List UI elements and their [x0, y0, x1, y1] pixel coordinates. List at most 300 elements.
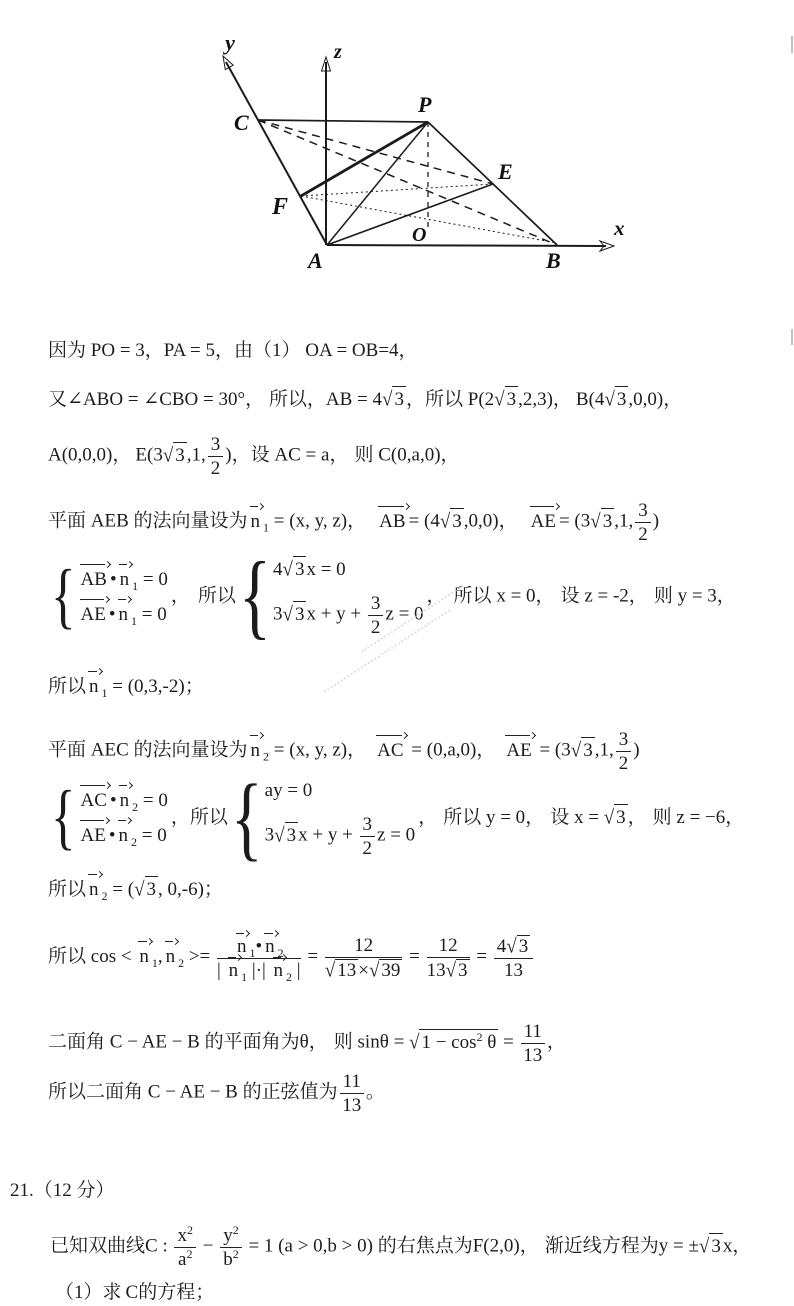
math-mtext: a — [411, 444, 420, 466]
math-mtext: b — [327, 1235, 337, 1257]
math-it — [135, 445, 147, 466]
math-it — [305, 340, 331, 361]
math-vec — [530, 509, 557, 535]
math-mtext: z — [676, 807, 685, 829]
math-mtext: n — [265, 935, 275, 957]
radical-sign: √ — [603, 806, 615, 829]
radical-sign: √ — [604, 388, 615, 411]
math-mtext: x — [295, 739, 306, 761]
math-it — [187, 1032, 200, 1053]
math-it — [328, 825, 338, 846]
math-mtext: 13 — [503, 960, 523, 982]
math-cn — [48, 1082, 148, 1103]
math-mtext: = 1 ( — [243, 1235, 285, 1257]
math-mtext: 平面 — [48, 739, 91, 761]
math-mtext: = — [583, 807, 604, 829]
math-mtext: 2 — [476, 1029, 483, 1044]
radical-sign: √ — [409, 1030, 420, 1054]
math-mtext: |·| — [247, 959, 271, 981]
math-it — [139, 946, 149, 967]
radical-sign: √ — [368, 959, 380, 982]
math-it — [81, 569, 107, 590]
math-it — [251, 740, 261, 761]
math-mtext: n — [250, 739, 261, 761]
math-den — [220, 1248, 242, 1270]
math-mtext: 2 — [210, 458, 221, 480]
math-mtext: AC — [377, 739, 404, 761]
x-axis — [327, 245, 606, 246]
math-mtext: ,0) — [455, 739, 477, 761]
math-mtext: ， — [231, 444, 251, 466]
math-mtext: x — [573, 807, 584, 829]
math-mtext: AB — [325, 389, 353, 410]
math-vec — [376, 738, 404, 764]
math-mtext: B — [225, 1081, 238, 1103]
math-ssup — [477, 1030, 483, 1044]
math-mtext: = -2 — [592, 585, 629, 607]
math-frac — [368, 592, 384, 639]
math-sqrt — [283, 556, 307, 583]
math-mtext: 2 — [232, 1223, 239, 1237]
math-mtext: + — [345, 603, 366, 625]
math-rad — [615, 386, 629, 413]
solution-line-4 — [48, 499, 659, 546]
math-mtext: 设 — [250, 444, 275, 466]
math-rad — [419, 1029, 498, 1056]
radical-sign: √ — [439, 509, 451, 533]
math-vec — [165, 944, 177, 970]
math-mtext: AC — [274, 444, 301, 466]
math-mtext: ) — [633, 739, 640, 761]
math-mtext: 的右焦点为 — [372, 1235, 473, 1257]
math-rows — [265, 778, 416, 860]
math-mtext: AC — [80, 790, 107, 812]
math-mtext: x — [295, 510, 306, 532]
math-it — [531, 511, 556, 532]
math-sqrt — [369, 959, 402, 981]
math-num — [368, 592, 384, 616]
math-cn — [129, 511, 248, 532]
math-row — [265, 778, 313, 804]
math-mtext: 11 — [523, 1021, 542, 1042]
math-mtext: ， — [308, 1031, 328, 1053]
math-mtext: 21. — [10, 1180, 34, 1201]
math-mtext: AE — [141, 1031, 167, 1053]
math-it — [327, 1236, 337, 1257]
math-mtext: ， — [732, 1235, 752, 1257]
math-den — [494, 959, 533, 981]
math-mtext: 所以 — [48, 676, 87, 697]
math-mtext: 2 — [362, 838, 373, 860]
math-row — [265, 813, 416, 860]
math-it — [447, 740, 455, 761]
math-sqrt — [494, 386, 518, 413]
math-mtext: ， — [329, 444, 349, 466]
math-mtext: 3 — [370, 593, 381, 614]
label-x: x — [614, 216, 625, 240]
math-rad — [145, 876, 159, 903]
label-O: O — [412, 224, 427, 246]
math-mtext: AE — [179, 1081, 205, 1103]
math-it — [120, 569, 130, 590]
math-mtext: ,0,0) — [628, 389, 664, 410]
math-sqrt — [134, 876, 158, 903]
math-mtext: C — [109, 1031, 123, 1053]
math-cn — [129, 740, 248, 761]
math-mtext: = 3 — [115, 340, 145, 361]
math-mtext: = — [331, 340, 352, 361]
math-rad — [709, 1233, 723, 1260]
math-mtext: 则 — [652, 807, 677, 829]
math-mtext: n — [273, 959, 283, 981]
math-num — [220, 1224, 242, 1248]
math-cn — [238, 1082, 338, 1103]
math-it — [298, 825, 308, 846]
math-sqrt — [283, 601, 307, 628]
math-mtext: 设 — [550, 807, 574, 829]
math-mtext: 3 — [264, 824, 275, 846]
math-num — [521, 1020, 545, 1044]
math-it — [223, 1225, 233, 1246]
math-mtext: , — [157, 946, 163, 968]
math-it — [584, 586, 592, 607]
math-mtext: 3 — [452, 510, 462, 532]
math-mtext: = 0 — [315, 559, 346, 580]
math-it — [142, 1032, 167, 1053]
math-it — [379, 511, 405, 532]
math-mtext: 的法向量设为 — [128, 739, 248, 761]
math-vec — [80, 823, 107, 849]
math-den — [208, 457, 224, 479]
math-mtext: 3 — [362, 814, 373, 835]
math-rad — [173, 442, 187, 469]
edge-PF — [301, 122, 428, 196]
math-den — [368, 616, 384, 638]
math-it — [352, 340, 378, 361]
system-brace: { — [238, 543, 271, 649]
math-mtext: PO — [90, 340, 116, 361]
math-it — [159, 389, 198, 410]
problem-21-part-1 — [55, 1280, 214, 1306]
math-mtext: E — [135, 444, 148, 466]
math-mtext: = 0 — [393, 603, 424, 625]
label-z: z — [334, 41, 342, 63]
math-it — [380, 1032, 389, 1053]
math-mtext: ， — [347, 510, 367, 532]
math-mtext: ， — [170, 585, 190, 607]
math-rad — [601, 508, 615, 535]
math-cn — [561, 586, 585, 607]
math-mtext: 的平面角为 — [199, 1031, 300, 1053]
math-mtext: θ — [487, 1031, 497, 1053]
math-it — [180, 1082, 205, 1103]
math-mtext: , — [305, 739, 315, 761]
math-mtext: 3 — [458, 960, 468, 982]
math-mtext: x — [298, 824, 308, 846]
math-mtext: 2 — [638, 524, 648, 546]
math-mtext: OB — [351, 340, 379, 361]
math-mtext: ， — [144, 340, 164, 361]
math-row — [78, 602, 167, 628]
math-vec — [228, 960, 240, 981]
math-mtext: | — [292, 959, 301, 981]
math-mtext: n — [139, 946, 149, 968]
math-mtext: ,1, — [614, 510, 634, 532]
math-mtext: 所以 — [453, 585, 497, 607]
math-it — [300, 1032, 309, 1053]
math-mtext: n — [89, 676, 99, 697]
math-mtext: AE — [80, 825, 106, 847]
math-frac — [340, 1070, 364, 1117]
math-mtext: ； — [203, 879, 223, 900]
math-mtext: 1 — [263, 520, 270, 535]
math-sqrt — [274, 822, 298, 849]
math-mtext: 由（1） — [234, 340, 306, 361]
math-mtext: 所以 — [197, 585, 236, 607]
math-mtext: − — [204, 1081, 226, 1103]
solution-line-12 — [48, 1070, 385, 1117]
math-frac — [521, 1020, 545, 1067]
math-mtext: 4 — [273, 559, 283, 580]
math-sqrt — [506, 935, 530, 957]
math-it — [83, 389, 123, 410]
math-mtext: ， — [546, 1031, 566, 1053]
math-it — [378, 445, 391, 466]
math-cn — [198, 586, 236, 607]
math-cn — [48, 946, 91, 967]
math-cn — [48, 879, 86, 900]
math-mtext: , — [305, 510, 315, 532]
math-it — [119, 825, 129, 846]
math-mtext: 3 — [146, 879, 156, 900]
math-cn — [653, 807, 677, 828]
math-den — [360, 837, 376, 859]
math-it — [81, 790, 107, 811]
math-mtext: = — [471, 946, 492, 968]
math-cn — [48, 1032, 110, 1053]
math-mtext: • — [108, 603, 116, 625]
math-it — [81, 604, 106, 625]
math-mtext: 1 — [132, 578, 139, 593]
solution-line-9 — [48, 876, 223, 903]
math-mtext: CBO — [159, 389, 199, 410]
math-sys — [51, 776, 168, 858]
math-mtext: + — [307, 824, 328, 846]
math-mtext: ， — [245, 389, 265, 410]
system-brace: { — [51, 776, 76, 858]
math-mtext: ,0,0) — [463, 510, 499, 532]
math-it — [315, 740, 323, 761]
math-mtext: = 0 — [137, 825, 167, 847]
math-mtext: ， — [716, 585, 736, 607]
math-cn — [138, 1282, 214, 1303]
math-mtext: + — [337, 824, 358, 846]
math-mtext: 3 — [616, 389, 627, 410]
math-mtext: = — [498, 1031, 519, 1053]
math-mtext: 3 — [210, 434, 221, 455]
math-frac — [427, 934, 470, 982]
math-mtext: , — [322, 739, 333, 761]
math-mtext: b — [223, 1249, 233, 1271]
math-den — [521, 1044, 545, 1066]
radical-sign: √ — [274, 823, 285, 847]
math-mtext: C — [378, 444, 391, 466]
math-it — [296, 740, 306, 761]
math-row — [78, 823, 167, 849]
math-mtext: 则 — [354, 444, 379, 466]
problem-21-header — [10, 1178, 115, 1204]
math-mtext: P — [467, 389, 479, 410]
system-brace: { — [51, 555, 76, 637]
math-mtext: AEB — [90, 510, 129, 532]
math-sqrt — [571, 737, 595, 764]
math-mtext: = 0 — [385, 824, 416, 846]
label-A: A — [308, 248, 323, 273]
math-cn — [654, 586, 678, 607]
math-mtext: x — [177, 1225, 187, 1246]
math-frac — [217, 935, 301, 982]
math-mtext: = 0 — [505, 585, 536, 607]
math-mtext: 2 — [618, 753, 629, 775]
math-ssup — [186, 1247, 192, 1261]
radical-sign: √ — [590, 509, 601, 533]
math-mtext: = ( — [269, 739, 296, 761]
math-it — [296, 511, 306, 532]
math-mtext: = 0 — [138, 568, 168, 590]
math-mtext: ,1, — [594, 739, 614, 761]
math-mtext: ， — [347, 739, 367, 761]
math-mtext: 所以二面角 — [48, 1081, 148, 1103]
math-mtext: • — [255, 935, 263, 957]
math-vec — [80, 567, 108, 593]
math-vec — [80, 788, 108, 814]
math-mtext: AB — [80, 568, 107, 590]
math-mtext: = — [404, 946, 425, 968]
math-cn — [190, 807, 228, 828]
math-mtext: 3 — [175, 444, 185, 466]
math-it — [89, 676, 99, 697]
math-mtext: F — [472, 1235, 484, 1257]
math-mtext: = — [302, 946, 323, 968]
math-mtext: 所以 — [48, 879, 87, 900]
y-axis-arrowhead — [223, 56, 233, 70]
math-mtext: ， — [215, 340, 235, 361]
math-mtext: 3 — [616, 807, 626, 829]
math-mtext: a — [447, 739, 456, 761]
math-mtext: − — [122, 1031, 142, 1053]
math-mtext: 1 — [151, 956, 158, 971]
math-mtext: n — [89, 879, 99, 900]
math-mtext: ay — [264, 780, 283, 801]
math-mtext: y — [336, 603, 346, 625]
math-it — [332, 511, 340, 532]
math-mtext: y — [485, 807, 496, 829]
math-mtext: = ( — [269, 510, 296, 532]
math-row — [273, 592, 424, 639]
construction-FB-dotted — [301, 196, 557, 243]
math-cn — [354, 445, 378, 466]
math-mtext: (0,0,0) — [61, 444, 113, 466]
scan-edge-mark-top — [791, 36, 793, 53]
math-frac — [208, 433, 224, 480]
math-mtext: n — [236, 935, 247, 957]
math-it — [487, 1032, 496, 1053]
radical-sign: √ — [445, 959, 457, 982]
math-vec — [273, 960, 285, 981]
math-sqrt — [604, 386, 628, 413]
math-mtext: = — [300, 444, 322, 466]
math-mtext: = (0, — [406, 739, 448, 761]
math-it — [326, 389, 352, 410]
math-mtext: 又 — [48, 389, 68, 410]
math-mtext: 3 — [638, 500, 648, 521]
math-it — [678, 586, 688, 607]
math-mtext: ， — [476, 739, 496, 761]
math-rad — [581, 737, 595, 764]
math-it — [225, 1082, 238, 1103]
math-it — [377, 740, 403, 761]
math-mtext: 2 — [186, 1223, 193, 1237]
math-den — [174, 1248, 196, 1270]
math-cn — [50, 1236, 145, 1257]
math-mtext: 2 — [286, 969, 292, 984]
math-mtext: + — [315, 603, 337, 625]
math-mtext: ， — [398, 340, 418, 361]
math-mtext: = 30° — [198, 389, 246, 410]
math-mtext: ,0) — [419, 444, 441, 466]
math-mtext: ， — [112, 444, 132, 466]
math-frac — [174, 1224, 196, 1271]
math-frac — [360, 813, 376, 860]
math-mtext: (0, — [390, 444, 412, 466]
problem-21-statement — [50, 1224, 751, 1271]
math-vec — [118, 823, 130, 849]
scan-edge-mark-mid — [791, 329, 793, 345]
math-mtext: 2 — [370, 617, 381, 639]
math-mtext: y — [314, 739, 323, 761]
math-frac — [635, 499, 651, 546]
math-mtext: 2 — [263, 749, 270, 764]
math-mtext: 3 — [506, 389, 517, 410]
math-mtext: = (3 — [534, 739, 571, 761]
math-mtext: ， — [498, 510, 518, 532]
math-it — [265, 936, 275, 957]
math-it — [251, 511, 261, 532]
math-mtext: 1 — [101, 686, 108, 700]
math-mtext: 已知双曲线 — [50, 1235, 146, 1257]
math-mtext: 1 — [241, 969, 248, 984]
math-rad — [392, 386, 406, 413]
math-mtext: =4 — [378, 340, 399, 361]
math-num — [635, 499, 651, 523]
radical-sign: √ — [134, 878, 145, 901]
solution-line-2 — [48, 386, 682, 413]
math-mtext: 。 — [365, 1081, 385, 1103]
math-mtext: C — [147, 1081, 161, 1103]
math-it — [274, 960, 284, 981]
math-mtext: − — [160, 1081, 180, 1103]
math-rows — [78, 788, 168, 849]
math-mtext: A — [48, 444, 62, 466]
math-it — [89, 879, 99, 900]
math-it — [315, 511, 323, 532]
math-cn — [264, 389, 326, 410]
math-vec — [378, 509, 406, 535]
math-it — [91, 740, 129, 761]
math-den — [325, 958, 403, 981]
math-mtext: x — [496, 585, 506, 607]
math-rad — [335, 959, 358, 981]
